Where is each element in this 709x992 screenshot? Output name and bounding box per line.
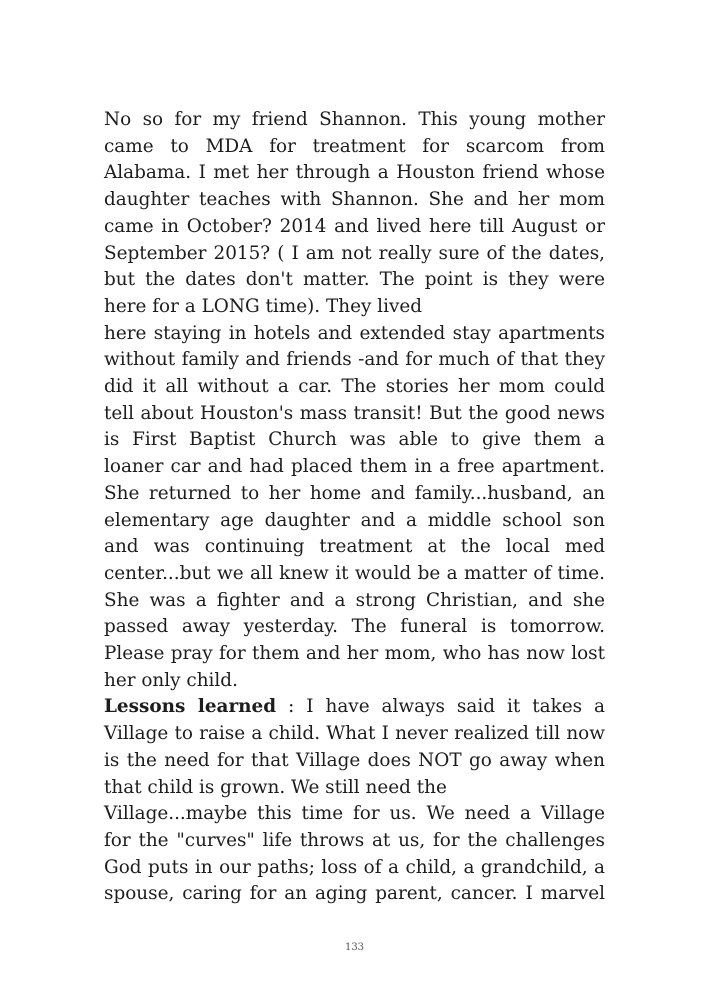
paragraph-shannon-story: here staying in hotels and extended stay apartments without family and friends -and for much of that they did it all without a car. The stories her mom could tell about Houston's mass transit! But the good news is First Baptist Church was able to give them a loaner car and had placed them in a free apartment. She returned to her home and family...husband, an elementary age daughter and a middle school son and was continuing treatment at the local med center...but we all knew it would be a matter of time. She was a fighter and a strong Christian, and she passed away yesterday. The funeral is tomorrow. Please pray for them and her mom, who has now lost her only child. (104, 322, 605, 691)
paragraph-shannon-intro: No so for my friend Shannon. This young mother came to MDA for treatment for scarcom from Alabama. I met her through a Houston friend whose daughter teaches with Shannon. She and her mom came in October? 2014 and lived here till August or September 2015? ( I am not really sure of the dates, but the dates don't matter. The point is they were here for a LONG time). They lived (104, 109, 605, 317)
body-text (104, 107, 605, 908)
paragraph-lessons-learned (104, 694, 605, 801)
lessons-learned-heading: Lessons learned (104, 696, 277, 718)
lessons-learned-text: : I have always said it takes a Village to raise a child. What I never realized till now is the need for that Village does NOT go away when that child is grown. We still need the (104, 696, 605, 798)
page-number: 133 (344, 942, 365, 953)
paragraph-village: Village...maybe this time for us. We need a Village for the "curves" life throws at us, for the challenges God puts in our paths; loss of a child, a grandchild, a spouse, caring for an aging parent, cancer. I marvel (104, 803, 605, 905)
